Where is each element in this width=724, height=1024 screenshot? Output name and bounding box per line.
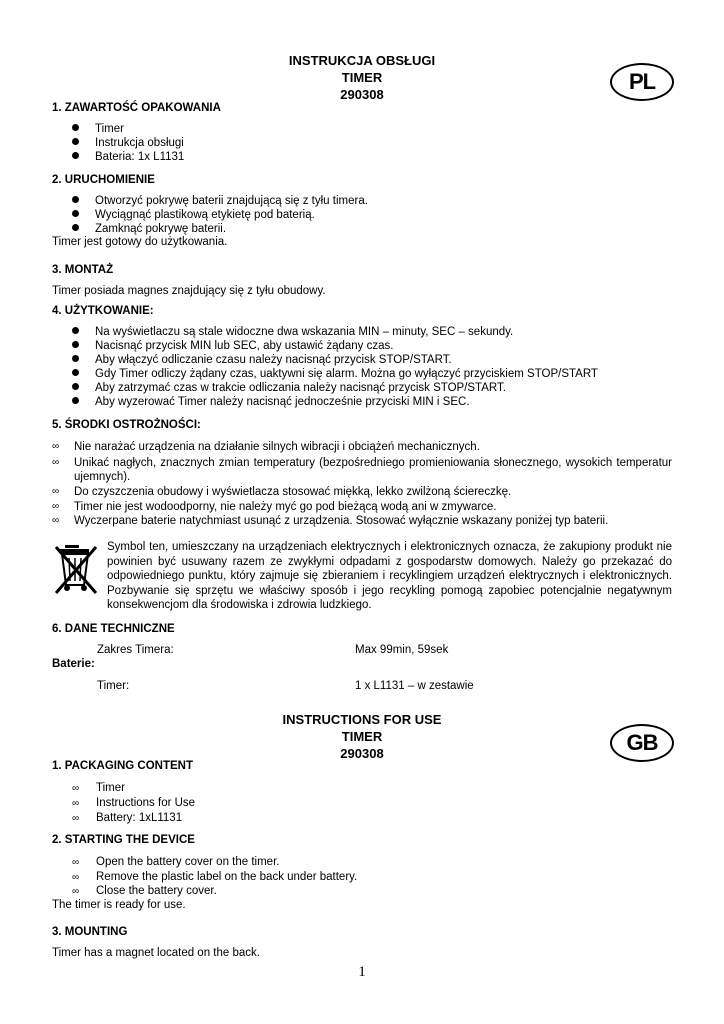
list-item: Otworzyć pokrywę baterii znajdującą się z tyłu timera. [72,195,368,207]
infinity-bullet-icon: ∞ [72,872,80,883]
list-item: ∞ Do czyszczenia obudowy i wyświetlacza stosować miękką, lekko zwilżoną ściereczkę. [52,486,512,498]
list-item: ∞ Timer [72,782,125,794]
bullet-icon [72,341,79,348]
spec-value: 1 x L1131 – w zestawie [355,680,474,692]
pl-s1-heading: 1. ZAWARTOŚĆ OPAKOWANIA [52,102,221,114]
gb-s2-ready: The timer is ready for use. [52,899,186,911]
infinity-bullet-icon: ∞ [52,441,60,452]
list-item: ∞ Wyczerpane baterie natychmiast usunąć z urządzenia. Stosować wyłącznie wskazany poniżej typ baterii. [52,515,609,527]
pl-s5-heading: 5. ŚRODKI OSTROŻNOŚCI: [52,419,201,431]
list-item: Zamknąć pokrywę baterii. [72,223,226,235]
pl-country-badge: PL [610,63,674,101]
list-item: Na wyświetlaczu są stale widoczne dwa wskazania MIN – minuty, SEC – sekundy. [72,326,513,338]
spec-label: Zakres Timera: [97,644,174,656]
infinity-bullet-icon: ∞ [72,813,80,824]
list-item: ∞ Timer nie jest wodoodporny, nie należy myć go pod bieżącą wodą ani w zmywarce. [52,501,497,513]
gb-country-badge: GB [610,724,674,762]
list-item: Bateria: 1x L1131 [72,151,184,163]
list-item: ∞ Close the battery cover. [72,885,217,897]
bullet-icon [72,124,79,131]
bullet-icon [72,383,79,390]
gb-subtitle: TIMER [341,729,383,744]
infinity-bullet-icon: ∞ [52,501,60,512]
list-item: Aby wyzerować Timer należy nacisnąć jednocześnie przyciski MIN i SEC. [72,396,470,408]
list-item: Timer [72,123,124,135]
pl-s6-heading: 6. DANE TECHNICZNE [52,623,175,635]
pl-s3-text: Timer posiada magnes znajdujący się z tyłu obudowy. [52,285,326,297]
infinity-bullet-icon: ∞ [72,798,80,809]
list-item: Wyciągnąć plastikową etykietę pod baterią. [72,209,315,221]
bullet-icon [72,152,79,159]
list-item: ∞ Instructions for Use [72,797,196,809]
gb-title: INSTRUCTIONS FOR USE [282,712,442,727]
list-item: ∞ Remove the plastic label on the back under battery. [72,871,358,883]
bullet-icon [72,210,79,217]
pl-s3-heading: 3. MONTAŻ [52,264,114,276]
bullet-icon [72,224,79,231]
bullet-icon [72,369,79,376]
crossed-bin-icon [52,541,100,595]
pl-title: INSTRUKCJA OBSŁUGI [288,53,436,68]
list-item: Instrukcja obsługi [72,137,184,149]
pl-s2-ready: Timer jest gotowy do użytkowania. [52,236,228,248]
gb-s2-heading: 2. STARTING THE DEVICE [52,834,195,846]
pl-subtitle: TIMER [341,70,383,85]
gb-s3-text: Timer has a magnet located on the back. [52,947,260,959]
pl-s4-heading: 4. UŻYTKOWANIE: [52,305,154,317]
bullet-icon [72,138,79,145]
list-item: ∞ Open the battery cover on the timer. [72,856,280,868]
page-number: 1 [358,964,366,980]
weee-notice: Symbol ten, umieszczany na urządzeniach elektrycznych i elektronicznych oznacza, że zakupiony produkt nie powinien być usuwany razem ze zwykłymi odpadami z gospodarstw domowych. Należy go przekazać do odpowiedniego punktu, który zajmuje się zbieraniem i recyklingiem urządzeń elektrycznych i elektronicznych. Pozbywanie się sprzętu we właściwy sposób i jego recykling pomogą zapobiec potencjalnie negatywnym konsekwencjom dla środowiska i zdrowia ludzkiego. [107,541,672,611]
bullet-icon [72,397,79,404]
list-item: ∞ Battery: 1xL1131 [72,812,183,824]
list-item: Gdy Timer odliczy żądany czas, uaktywni się alarm. Można go wyłączyć przyciskiem STOP/START [72,368,598,380]
gb-s1-heading: 1. PACKAGING CONTENT [52,760,193,772]
pl-s2-heading: 2. URUCHOMIENIE [52,174,155,186]
bullet-icon [72,327,79,334]
infinity-bullet-icon: ∞ [72,886,80,897]
list-item: ∞ Nie narażać urządzenia na działanie silnych wibracji i obciążeń mechanicznych. [52,441,480,453]
spec-label: Timer: [97,680,130,692]
gb-model-number: 290308 [340,746,384,761]
list-item: Aby włączyć odliczanie czasu należy nacisnąć przycisk STOP/START. [72,354,452,366]
spec-value: Max 99min, 59sek [355,644,449,656]
gb-s3-heading: 3. MOUNTING [52,926,128,938]
pl-model-number: 290308 [340,87,384,102]
spec-subheading: Baterie: [52,658,95,670]
list-item: ∞ Unikać nagłych, znacznych zmian temperatury (bezpośredniego promieniowania słonecznego, wysokich temperatur ujemnych). [52,457,672,483]
infinity-bullet-icon: ∞ [72,783,80,794]
infinity-bullet-icon: ∞ [52,486,60,497]
infinity-bullet-icon: ∞ [52,457,60,468]
infinity-bullet-icon: ∞ [72,857,80,868]
list-item: Aby zatrzymać czas w trakcie odliczania należy nacisnąć przycisk STOP/START. [72,382,506,394]
bullet-icon [72,355,79,362]
infinity-bullet-icon: ∞ [52,515,60,526]
bullet-icon [72,196,79,203]
list-item: Nacisnąć przycisk MIN lub SEC, aby ustawić żądany czas. [72,340,393,352]
